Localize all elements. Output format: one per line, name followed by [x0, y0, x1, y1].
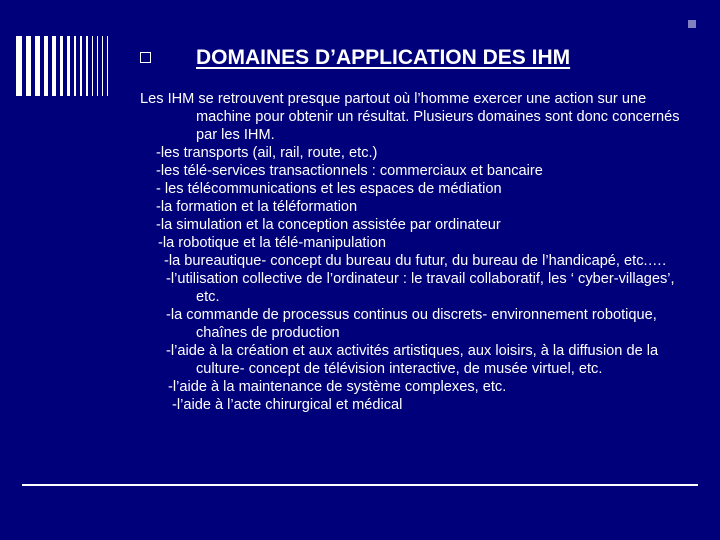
- slide-body: [140, 90, 700, 414]
- title-row: [140, 44, 700, 74]
- slide-title: DOMAINES D’APPLICATION DES IHM: [196, 46, 571, 69]
- list-item: -la bureautique- concept du bureau du futur, du bureau de l’handicapé, etc.….: [164, 253, 667, 269]
- list-item: -l’utilisation collective de l’ordinateur : le travail collaboratif, les ‘ cyber-villages’, etc.: [166, 271, 675, 305]
- bottom-divider: [22, 484, 698, 486]
- list-item: -l’aide à la maintenance de système complexes, etc.: [168, 379, 507, 395]
- corner-dot: [688, 20, 696, 28]
- list-item: -la commande de processus continus ou discrets- environnement robotique, chaînes de production: [166, 307, 657, 341]
- list-item: -la robotique et la télé-manipulation: [158, 235, 386, 251]
- list-item: -les transports (ail, rail, route, etc.): [156, 145, 378, 161]
- square-bullet-icon: [140, 52, 151, 63]
- intro-paragraph: Les IHM se retrouvent presque partout où l’homme exercer une action sur une machine pour obtenir un résultat. Plusieurs domaines sont donc concernés par les IHM.: [140, 91, 680, 143]
- list-item: -l’aide à la création et aux activités artistiques, aux loisirs, à la diffusion de la culture- concept de télévision interactive, de musée virtuel, etc.: [166, 343, 659, 377]
- list-item: -l’aide à l’acte chirurgical et médical: [172, 397, 403, 413]
- list-item: -la formation et la téléformation: [156, 199, 358, 215]
- list-item: -la simulation et la conception assistée par ordinateur: [156, 217, 501, 233]
- list-item: -les télé-services transactionnels : commerciaux et bancaire: [156, 163, 543, 179]
- decorative-stripes: [16, 36, 136, 96]
- list-item: - les télécommunications et les espaces de médiation: [156, 181, 502, 197]
